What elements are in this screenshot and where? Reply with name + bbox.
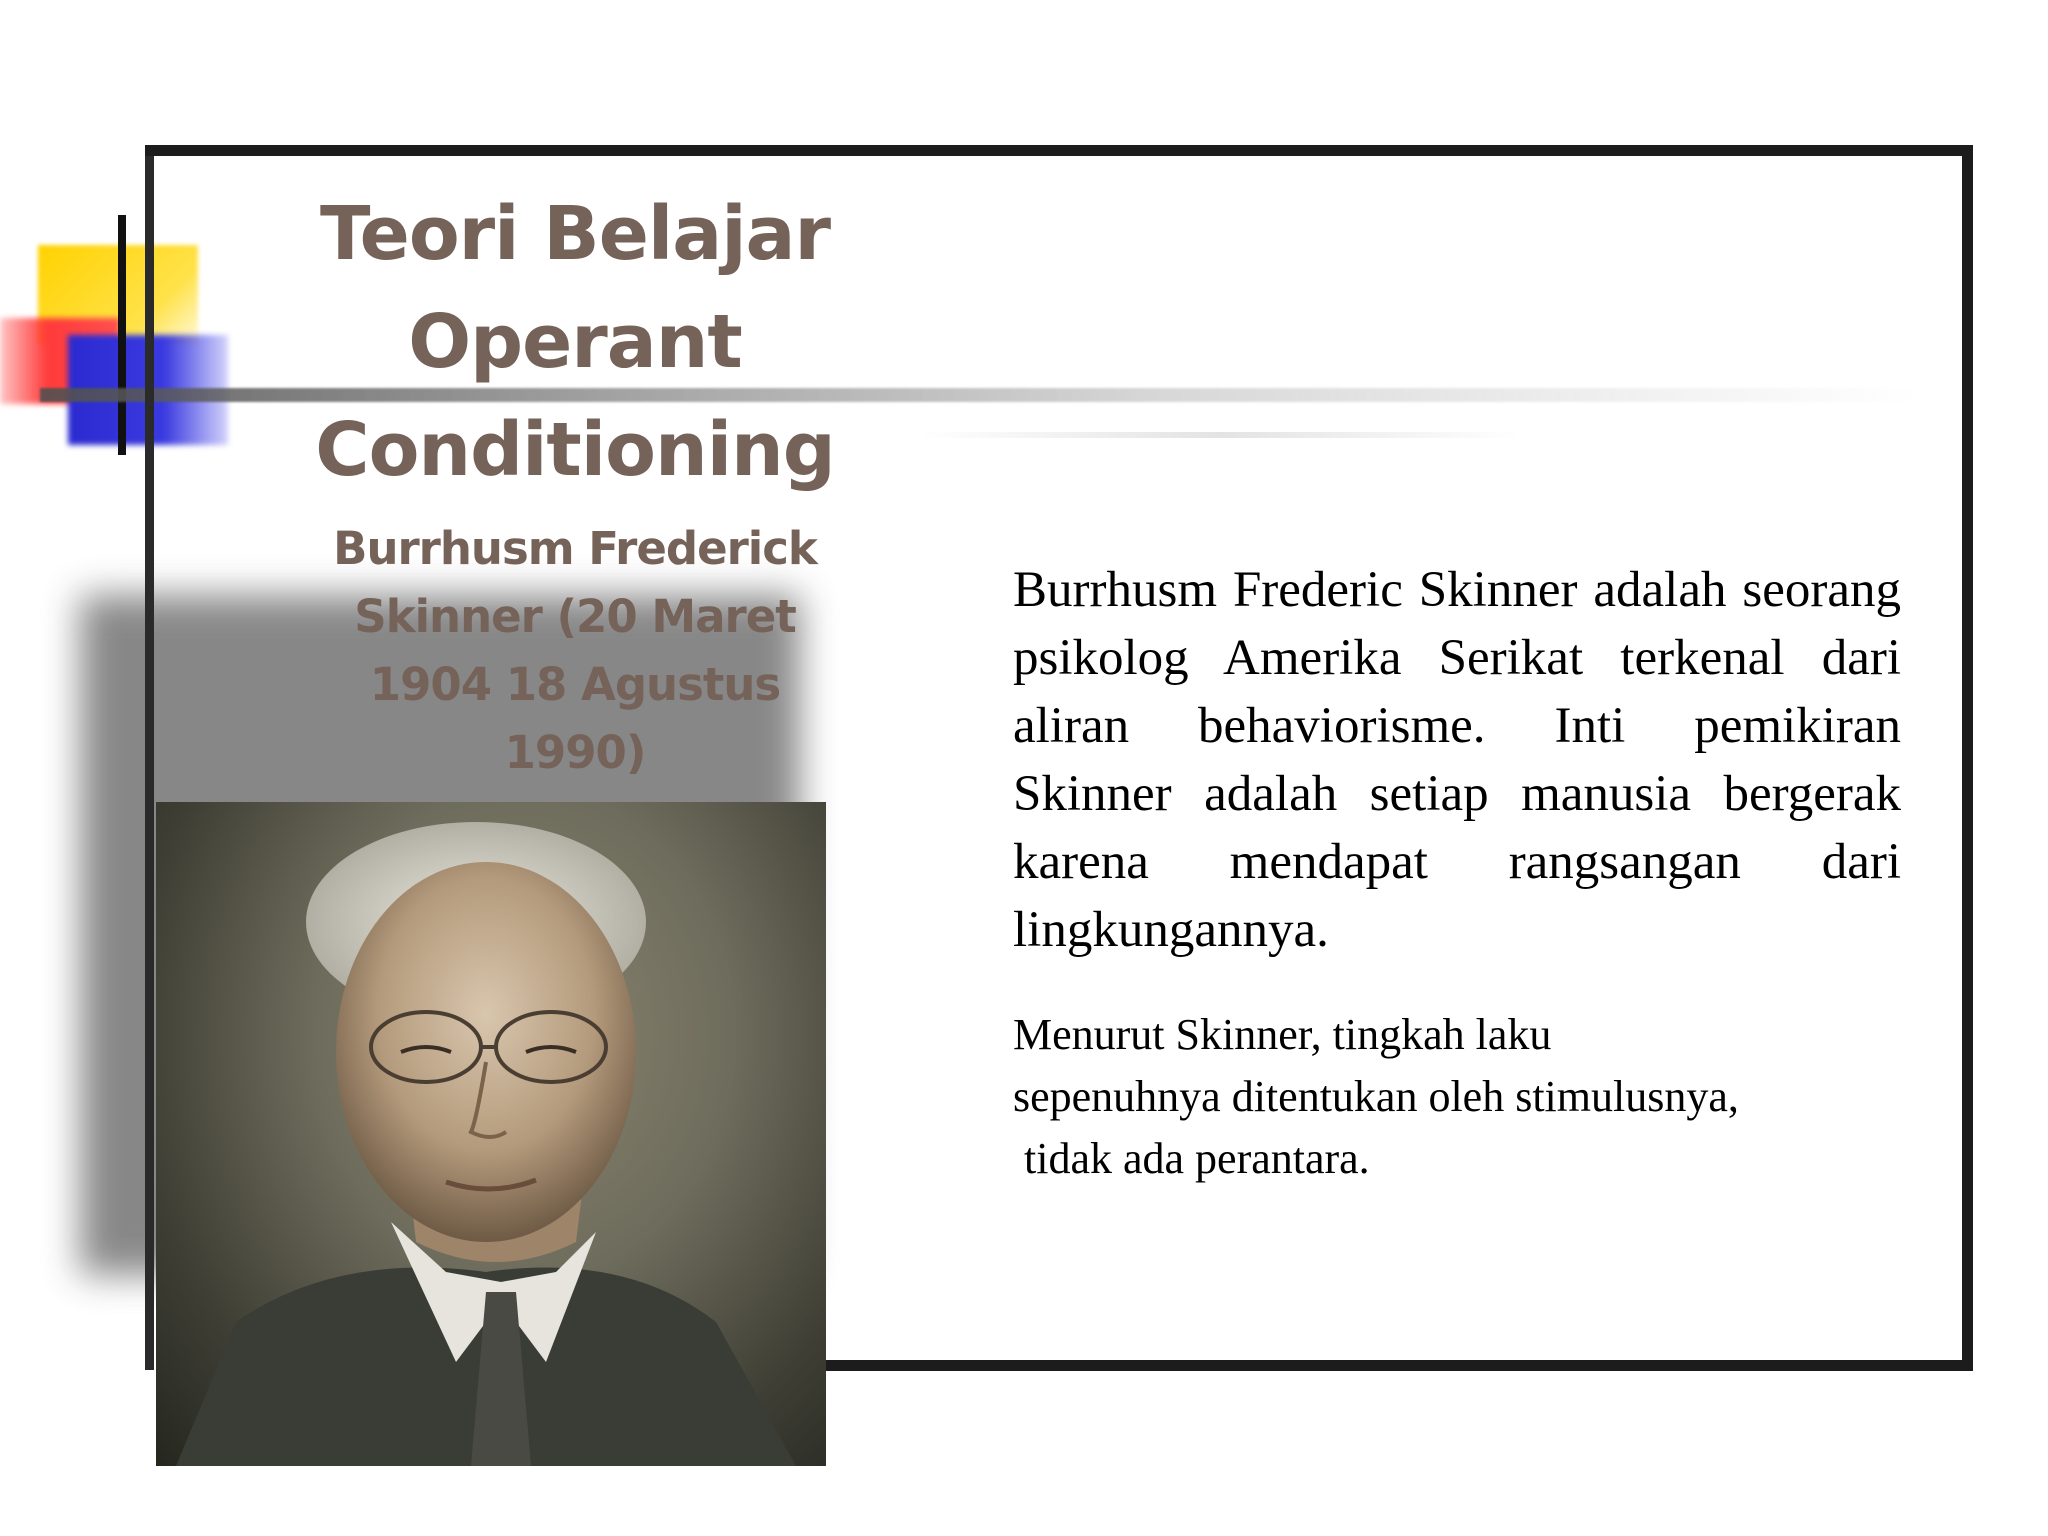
paragraph-skinner-view bbox=[1013, 1004, 1893, 1190]
paragraph-line: tidak ada perantara. bbox=[1013, 1134, 1370, 1183]
frame-top bbox=[145, 145, 1970, 156]
frame-left bbox=[145, 145, 154, 1370]
subtitle-line: Burrhusm Frederick bbox=[333, 522, 817, 575]
subtitle-line: 1990) bbox=[504, 726, 646, 779]
slide-subtitle bbox=[300, 515, 850, 787]
portrait-icon bbox=[156, 802, 826, 1466]
title-line: Conditioning bbox=[315, 407, 835, 493]
slide-title bbox=[300, 180, 850, 504]
title-line: Operant bbox=[408, 299, 742, 385]
frame-right bbox=[1962, 145, 1973, 1370]
paragraph-line: sepenuhnya ditentukan oleh stimulusnya, bbox=[1013, 1072, 1739, 1121]
decor-horizontal-line-faint bbox=[920, 432, 1520, 438]
paragraph-biography: Burrhusm Frederic Skinner adalah seorang psikolog Amerika Serikat terkenal dari aliran behaviorisme. Inti pemikiran Skinner adalah setiap manusia bergerak karena mendapat rangsangan dari lingkungannya. bbox=[1013, 562, 1901, 958]
frame-bottom bbox=[820, 1360, 1973, 1371]
portrait-photo bbox=[156, 802, 826, 1466]
subtitle-line: Skinner (20 Maret bbox=[354, 590, 796, 643]
paragraph-line: Menurut Skinner, tingkah laku bbox=[1013, 1010, 1552, 1059]
title-line: Teori Belajar bbox=[320, 191, 830, 277]
subtitle-line: 1904 18 Agustus bbox=[369, 658, 781, 711]
decor-vertical-line bbox=[118, 215, 126, 455]
